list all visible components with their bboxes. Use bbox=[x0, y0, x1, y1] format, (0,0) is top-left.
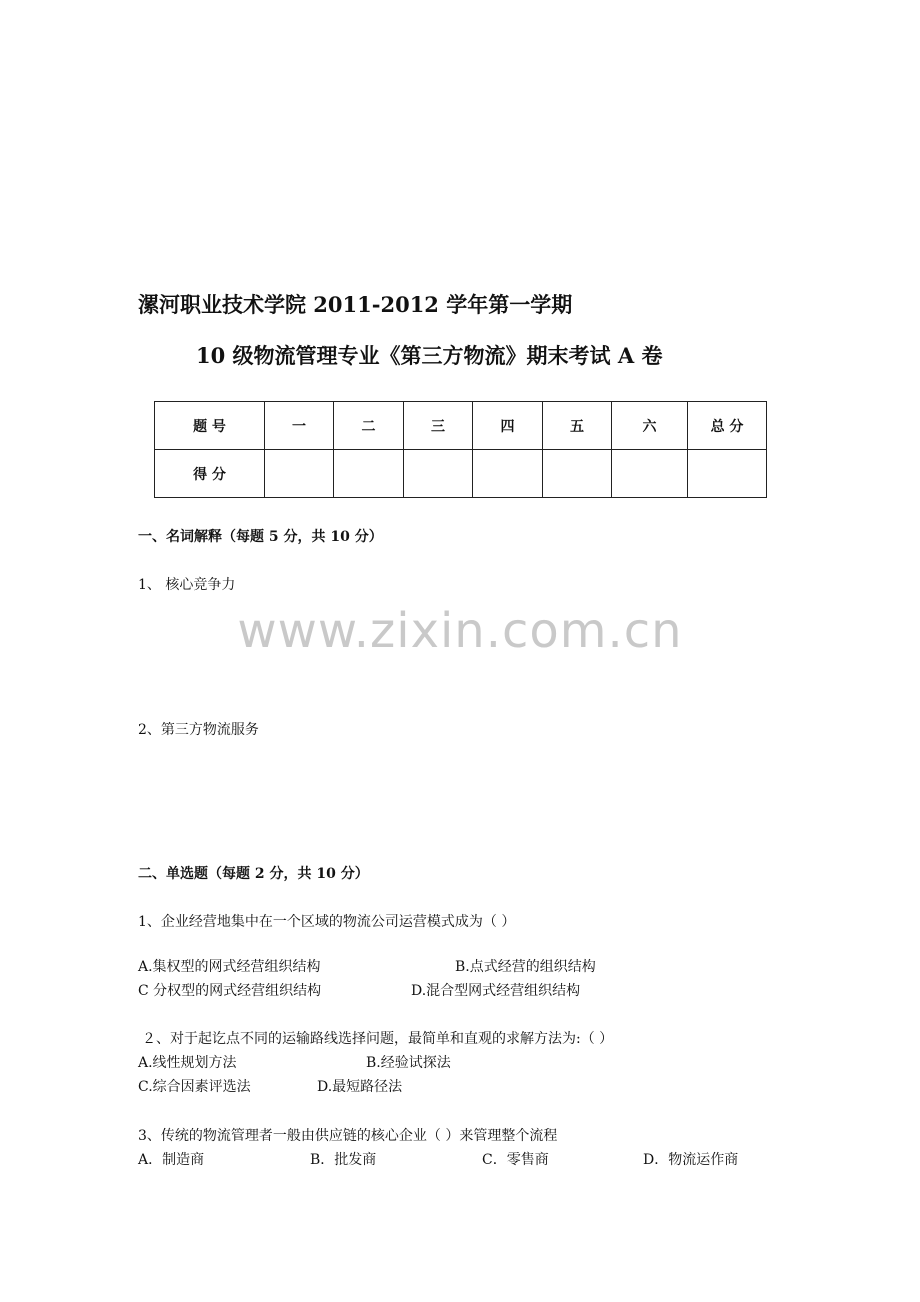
question-3-option-d: D．物流运作商 bbox=[643, 1152, 739, 1168]
question-1-option-a: A.集权型的网式经营组织结构 bbox=[138, 959, 321, 975]
header-cell-1: 一 bbox=[265, 402, 334, 450]
question-3-option-c: C．零售商 bbox=[482, 1152, 549, 1168]
score-cell-6 bbox=[612, 450, 688, 498]
section1-item-2: 2、第三方物流服务 bbox=[138, 722, 259, 738]
score-cell-1 bbox=[265, 450, 334, 498]
section1-heading: 一、名词解释（每题 5 分，共 10 分） bbox=[138, 529, 383, 545]
score-table bbox=[154, 401, 767, 498]
question-3-stem: 3、传统的物流管理者一般由供应链的核心企业（ ）来管理整个流程 bbox=[138, 1128, 558, 1144]
question-1-option-c: C 分权型的网式经营组织结构 bbox=[138, 983, 322, 999]
watermark: www.zixin.com.cn bbox=[237, 603, 683, 659]
question-3-option-b: B．批发商 bbox=[310, 1152, 377, 1168]
header-cell-6: 六 bbox=[612, 402, 688, 450]
header-cell-2: 二 bbox=[334, 402, 404, 450]
question-2-option-b: B.经验试探法 bbox=[366, 1055, 451, 1071]
header-cell-total: 总 分 bbox=[688, 402, 767, 450]
score-cell-total bbox=[688, 450, 767, 498]
exam-title-line2: 10 级物流管理专业《第三方物流》期末考试 A 卷 bbox=[196, 343, 663, 368]
score-cell-4 bbox=[473, 450, 543, 498]
score-table-header-row bbox=[155, 402, 767, 450]
score-cell-2 bbox=[334, 450, 404, 498]
question-1-option-d: D.混合型网式经营组织结构 bbox=[411, 983, 581, 999]
section1-item-1: 1、 核心竞争力 bbox=[138, 577, 236, 593]
score-row-label: 得 分 bbox=[155, 450, 265, 498]
question-2-stem: ２、对于起讫点不同的运输路线选择问题，最简单和直观的求解方法为:（ ） bbox=[142, 1031, 614, 1047]
question-2-option-a: A.线性规划方法 bbox=[138, 1055, 237, 1071]
score-table-score-row bbox=[155, 450, 767, 498]
score-cell-5 bbox=[543, 450, 612, 498]
exam-title-line1: 漯河职业技术学院 2011-2012 学年第一学期 bbox=[138, 292, 573, 317]
score-cell-3 bbox=[404, 450, 473, 498]
section2-heading: 二、单选题（每题 2 分，共 10 分） bbox=[138, 866, 369, 882]
header-cell-question-number: 题 号 bbox=[155, 402, 265, 450]
question-2-option-c: C.综合因素评选法 bbox=[138, 1079, 251, 1095]
header-cell-4: 四 bbox=[473, 402, 543, 450]
question-3-option-a: A．制造商 bbox=[138, 1152, 205, 1168]
header-cell-5: 五 bbox=[543, 402, 612, 450]
question-2-option-d: D.最短路径法 bbox=[317, 1079, 403, 1095]
question-1-stem: 1、企业经营地集中在一个区域的物流公司运营模式成为（ ） bbox=[138, 914, 516, 930]
header-cell-3: 三 bbox=[404, 402, 473, 450]
question-1-option-b: B.点式经营的组织结构 bbox=[455, 959, 596, 975]
